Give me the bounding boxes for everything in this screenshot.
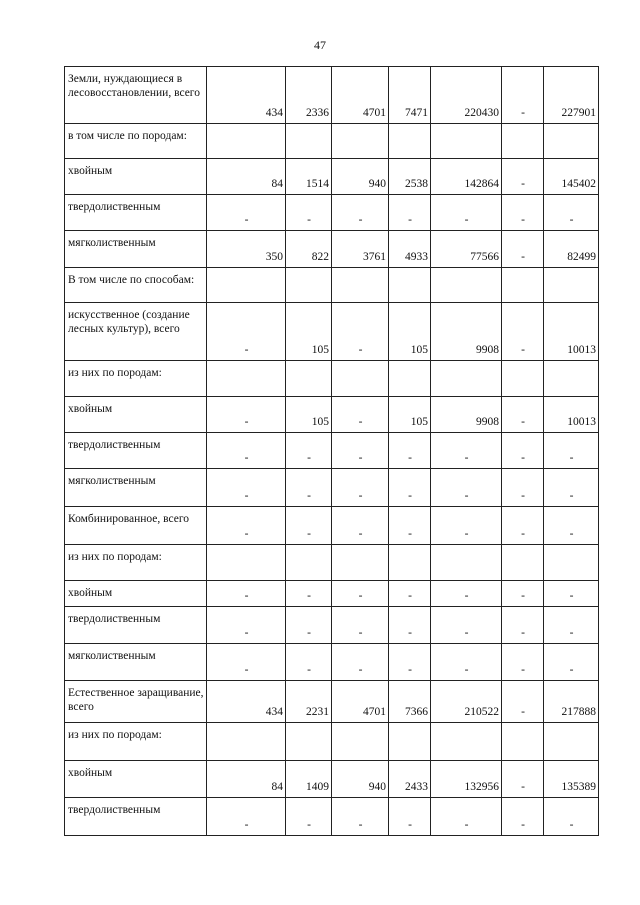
table-row xyxy=(65,681,599,723)
table-cell: - xyxy=(389,507,431,545)
table-cell: - xyxy=(502,397,544,433)
table-cell: - xyxy=(502,195,544,231)
table-cell: 822 xyxy=(286,231,332,268)
table-cell: - xyxy=(332,433,389,469)
table-cell xyxy=(389,361,431,397)
table-cell: - xyxy=(207,644,286,681)
table-cell xyxy=(431,723,502,761)
table-cell: - xyxy=(207,469,286,507)
table-cell: - xyxy=(332,507,389,545)
table-cell xyxy=(207,545,286,581)
row-label: из них по породам: xyxy=(65,723,207,761)
table-cell xyxy=(544,124,599,159)
table-cell: - xyxy=(207,507,286,545)
table-row xyxy=(65,798,599,836)
table-cell: - xyxy=(502,67,544,124)
table-cell: - xyxy=(544,581,599,607)
table-cell: - xyxy=(544,607,599,644)
table-cell: - xyxy=(431,195,502,231)
table-cell xyxy=(332,268,389,303)
table-cell: 105 xyxy=(286,303,332,361)
table-cell: 2433 xyxy=(389,761,431,798)
table-cell: - xyxy=(286,607,332,644)
table-cell xyxy=(332,361,389,397)
table-cell: - xyxy=(286,798,332,836)
table-cell: 142864 xyxy=(431,159,502,195)
table-cell xyxy=(332,723,389,761)
table-cell xyxy=(207,723,286,761)
table-row xyxy=(65,124,599,159)
table-cell: - xyxy=(431,581,502,607)
table-cell: - xyxy=(544,798,599,836)
table-cell: - xyxy=(286,195,332,231)
table-cell: 135389 xyxy=(544,761,599,798)
table-cell: - xyxy=(207,195,286,231)
row-label: твердолиственным xyxy=(65,798,207,836)
row-label: мягколиственным xyxy=(65,644,207,681)
table-cell: - xyxy=(286,469,332,507)
row-label: Комбинированное, всего xyxy=(65,507,207,545)
table-cell: 434 xyxy=(207,681,286,723)
table-cell xyxy=(544,545,599,581)
table-row xyxy=(65,433,599,469)
table-cell: - xyxy=(207,433,286,469)
table-cell: - xyxy=(502,159,544,195)
table-cell: 210522 xyxy=(431,681,502,723)
table-cell: - xyxy=(332,397,389,433)
table-cell: 350 xyxy=(207,231,286,268)
table-cell: - xyxy=(502,433,544,469)
table-cell: 220430 xyxy=(431,67,502,124)
table-row xyxy=(65,303,599,361)
table-row xyxy=(65,469,599,507)
table-cell: - xyxy=(389,469,431,507)
table-cell: 3761 xyxy=(332,231,389,268)
table-row xyxy=(65,268,599,303)
table-cell: - xyxy=(389,195,431,231)
row-label: хвойным xyxy=(65,159,207,195)
table-cell: - xyxy=(389,607,431,644)
table-cell: 434 xyxy=(207,67,286,124)
table-cell xyxy=(502,545,544,581)
table-cell xyxy=(389,268,431,303)
table-cell: 940 xyxy=(332,761,389,798)
table-row xyxy=(65,195,599,231)
table-cell: - xyxy=(332,581,389,607)
table-cell: - xyxy=(207,303,286,361)
page-number: 47 xyxy=(314,38,326,52)
table-cell: - xyxy=(286,433,332,469)
table-cell: - xyxy=(332,303,389,361)
row-label: Земли, нуждающиеся в лесовосстановлении, всего xyxy=(65,67,207,124)
table-cell: 2538 xyxy=(389,159,431,195)
table-cell: - xyxy=(544,195,599,231)
table-cell: - xyxy=(207,798,286,836)
table-cell: 7366 xyxy=(389,681,431,723)
row-label: твердолиственным xyxy=(65,607,207,644)
table-cell: 77566 xyxy=(431,231,502,268)
table-row xyxy=(65,581,599,607)
row-label: в том числе по породам: xyxy=(65,124,207,159)
table-cell xyxy=(431,268,502,303)
table-cell: 7471 xyxy=(389,67,431,124)
table-cell: 9908 xyxy=(431,397,502,433)
row-label: твердолиственным xyxy=(65,195,207,231)
table-cell xyxy=(544,268,599,303)
table-row xyxy=(65,761,599,798)
table-cell: - xyxy=(332,798,389,836)
table-cell: - xyxy=(332,607,389,644)
table-cell xyxy=(502,124,544,159)
table-cell xyxy=(286,545,332,581)
table-row xyxy=(65,361,599,397)
table-cell xyxy=(389,545,431,581)
table-cell: 217888 xyxy=(544,681,599,723)
table-cell xyxy=(207,361,286,397)
table-cell xyxy=(502,361,544,397)
table-cell: - xyxy=(286,644,332,681)
table-cell xyxy=(332,124,389,159)
table-row xyxy=(65,507,599,545)
table-cell: - xyxy=(502,469,544,507)
table-cell: - xyxy=(502,798,544,836)
table-cell: - xyxy=(389,644,431,681)
row-label: В том числе по способам: xyxy=(65,268,207,303)
table-cell: 1514 xyxy=(286,159,332,195)
table-cell xyxy=(544,723,599,761)
table-cell: 2231 xyxy=(286,681,332,723)
table-row xyxy=(65,67,599,124)
table-row xyxy=(65,159,599,195)
row-label: из них по породам: xyxy=(65,361,207,397)
table-row xyxy=(65,397,599,433)
table-cell: 84 xyxy=(207,761,286,798)
table-row xyxy=(65,723,599,761)
row-label: мягколиственным xyxy=(65,231,207,268)
table-cell: 2336 xyxy=(286,67,332,124)
table-cell: - xyxy=(431,433,502,469)
table-cell xyxy=(544,361,599,397)
row-label: хвойным xyxy=(65,761,207,798)
row-label: Естественное заращивание, всего xyxy=(65,681,207,723)
table-cell xyxy=(207,124,286,159)
table-cell: 9908 xyxy=(431,303,502,361)
table-row xyxy=(65,231,599,268)
table-cell: - xyxy=(431,607,502,644)
row-label: мягколиственным xyxy=(65,469,207,507)
row-label: твердолиственным xyxy=(65,433,207,469)
table-cell xyxy=(431,124,502,159)
table-cell: - xyxy=(502,644,544,681)
table-cell: - xyxy=(431,469,502,507)
table-cell xyxy=(286,361,332,397)
table-cell: - xyxy=(502,303,544,361)
table-cell xyxy=(332,545,389,581)
table-cell: 132956 xyxy=(431,761,502,798)
table-cell: 105 xyxy=(389,303,431,361)
table-cell: - xyxy=(502,507,544,545)
table-cell: - xyxy=(502,231,544,268)
table-cell: - xyxy=(207,397,286,433)
table-cell xyxy=(286,723,332,761)
table-cell: - xyxy=(286,581,332,607)
table-cell xyxy=(431,361,502,397)
table-cell: - xyxy=(207,607,286,644)
table-cell: - xyxy=(544,507,599,545)
table-cell: 105 xyxy=(286,397,332,433)
table-cell: - xyxy=(431,644,502,681)
table-cell: 82499 xyxy=(544,231,599,268)
row-label: хвойным xyxy=(65,581,207,607)
table-cell xyxy=(431,545,502,581)
table-cell: - xyxy=(544,433,599,469)
table-cell: 10013 xyxy=(544,303,599,361)
table-cell: 84 xyxy=(207,159,286,195)
table-row xyxy=(65,607,599,644)
table-cell: - xyxy=(502,581,544,607)
table-cell xyxy=(389,723,431,761)
table-cell: - xyxy=(502,761,544,798)
row-label: хвойным xyxy=(65,397,207,433)
table-cell: - xyxy=(332,644,389,681)
table-cell: - xyxy=(389,798,431,836)
table-cell: - xyxy=(502,607,544,644)
row-label: из них по породам: xyxy=(65,545,207,581)
table-cell xyxy=(286,268,332,303)
table-cell xyxy=(389,124,431,159)
table-cell: 227901 xyxy=(544,67,599,124)
table-cell: - xyxy=(544,469,599,507)
table-cell: 4701 xyxy=(332,67,389,124)
table-cell: - xyxy=(389,581,431,607)
table-row xyxy=(65,644,599,681)
table-cell: - xyxy=(332,469,389,507)
table-cell: 4701 xyxy=(332,681,389,723)
table-cell: - xyxy=(332,195,389,231)
reforestation-table xyxy=(64,66,599,836)
table-cell: - xyxy=(502,681,544,723)
table-cell: - xyxy=(389,433,431,469)
table-row xyxy=(65,545,599,581)
table-cell: - xyxy=(431,507,502,545)
table-cell: 1409 xyxy=(286,761,332,798)
table-cell: 145402 xyxy=(544,159,599,195)
table-cell: - xyxy=(431,798,502,836)
table-cell xyxy=(502,268,544,303)
table-cell: 4933 xyxy=(389,231,431,268)
table-cell: 105 xyxy=(389,397,431,433)
table-cell xyxy=(286,124,332,159)
row-label: искусственное (создание лесных культур), всего xyxy=(65,303,207,361)
table-cell: 10013 xyxy=(544,397,599,433)
table-cell: - xyxy=(286,507,332,545)
table-cell xyxy=(502,723,544,761)
table-cell: 940 xyxy=(332,159,389,195)
table-cell: - xyxy=(544,644,599,681)
table-cell: - xyxy=(207,581,286,607)
table-cell xyxy=(207,268,286,303)
